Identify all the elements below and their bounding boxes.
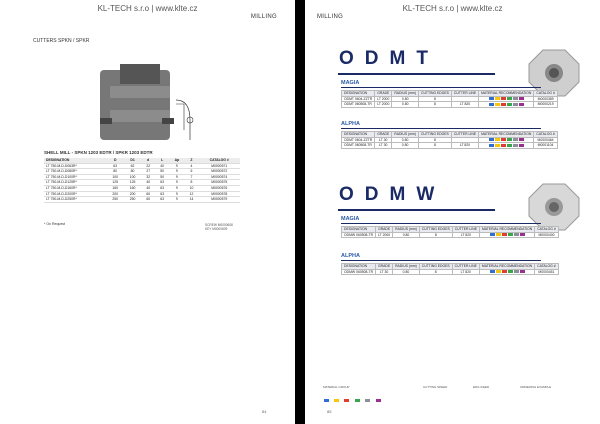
table-cell: 7 bbox=[184, 174, 198, 180]
table-cell bbox=[479, 102, 534, 108]
table-cell: LT 820 bbox=[451, 102, 478, 108]
odmw-title: ODMW bbox=[339, 184, 446, 205]
column-header: CUTTER LINE bbox=[451, 132, 478, 138]
table-cell: 50 bbox=[155, 174, 169, 180]
column-header: CATALOG # bbox=[535, 227, 559, 233]
column-header: CUTTING EDGES bbox=[419, 264, 452, 270]
column-header: d bbox=[141, 158, 155, 163]
table-cell: M0000575 bbox=[198, 180, 240, 186]
odmw-bar bbox=[338, 209, 495, 211]
table-cell: LT 750-M-D-D080R* bbox=[44, 169, 106, 175]
material-swatch bbox=[520, 233, 525, 236]
column-header: RADIUS (mm) bbox=[392, 91, 419, 97]
table-title: SHELL MILL - SPKN 1203 EDTR / SPKR 1203 EDTR bbox=[44, 150, 153, 155]
table-cell: M0000572 bbox=[198, 169, 240, 175]
table-cell: 9 bbox=[169, 191, 184, 197]
table-cell: 0.80 bbox=[392, 102, 419, 108]
table-cell: M0000574 bbox=[198, 174, 240, 180]
swatch-purple bbox=[376, 399, 381, 402]
odmt-magia-table bbox=[341, 90, 558, 108]
material-swatch bbox=[507, 103, 512, 106]
table-cell: 22 bbox=[141, 163, 155, 169]
table-cell bbox=[479, 269, 534, 275]
material-swatch bbox=[507, 144, 512, 147]
section-label: MILLING bbox=[317, 14, 344, 20]
left-page bbox=[0, 0, 295, 424]
material-swatch bbox=[508, 233, 513, 236]
table-cell: M0001104 bbox=[534, 143, 558, 149]
table-cell: 9 bbox=[169, 174, 184, 180]
table-cell: 160 bbox=[106, 185, 123, 191]
column-header: CUTTING EDGES bbox=[419, 227, 452, 233]
cutter-table bbox=[44, 158, 240, 203]
material-swatch bbox=[489, 138, 494, 141]
table-row bbox=[342, 269, 559, 275]
table-cell: 100 bbox=[106, 174, 123, 180]
column-header: CUTTER LINE bbox=[452, 227, 479, 233]
table-cell: 27 bbox=[141, 169, 155, 175]
material-swatch bbox=[519, 138, 524, 141]
table-cell: M0000579 bbox=[198, 197, 240, 203]
table-cell: LT 2000 bbox=[375, 96, 392, 102]
page-number: 85 bbox=[327, 409, 332, 414]
table-cell: 160 bbox=[124, 185, 141, 191]
odmw-insert-icon bbox=[527, 182, 581, 232]
column-header: DESIGNATION bbox=[342, 227, 376, 233]
column-header: CUTTER LINE bbox=[451, 91, 478, 97]
column-header: RADIUS (mm) bbox=[393, 264, 420, 270]
table-cell: LT 30 bbox=[375, 143, 392, 149]
table-cell: 125 bbox=[106, 180, 123, 186]
swatch-blue bbox=[324, 399, 329, 402]
table-cell: 12 bbox=[184, 191, 198, 197]
material-swatch bbox=[519, 103, 524, 106]
grade-line bbox=[341, 223, 541, 224]
table-cell: LT 750-M-D-D100R* bbox=[44, 174, 106, 180]
table-cell: M0000576 bbox=[198, 185, 240, 191]
table-cell: ODMW 060508-TR bbox=[342, 269, 376, 275]
material-swatch bbox=[502, 270, 507, 273]
column-header: GRADE bbox=[375, 91, 392, 97]
column-header: MATERIAL RECOMMENDATION bbox=[479, 132, 534, 138]
table-cell: 60 bbox=[141, 191, 155, 197]
grade-line bbox=[341, 128, 541, 129]
table-cell: 9 bbox=[169, 180, 184, 186]
material-swatch bbox=[489, 103, 494, 106]
footnote: * On Request bbox=[44, 222, 66, 226]
table-cell: 0.80 bbox=[392, 143, 419, 149]
table-cell: LT 820 bbox=[452, 269, 479, 275]
table-cell bbox=[479, 232, 534, 238]
table-cell: 6 bbox=[184, 169, 198, 175]
table-cell: 8 bbox=[418, 143, 451, 149]
table-cell: 50 bbox=[155, 169, 169, 175]
swatch-green bbox=[355, 399, 360, 402]
swatch-gray bbox=[365, 399, 370, 402]
legend-material-group: MATERIAL GROUP bbox=[323, 385, 350, 389]
table-cell: 32 bbox=[141, 174, 155, 180]
table-cell: 8 bbox=[419, 96, 452, 102]
table-cell: 10 bbox=[184, 185, 198, 191]
table-cell: 40 bbox=[155, 163, 169, 169]
table-cell: LT 820 bbox=[452, 232, 479, 238]
odmt-title: ODMT bbox=[339, 48, 439, 69]
column-header: CATALOG # bbox=[534, 91, 558, 97]
table-row bbox=[342, 102, 558, 108]
grade-label-alpha: ALPHA bbox=[341, 253, 360, 259]
column-header: GRADE bbox=[375, 132, 392, 138]
material-swatch bbox=[495, 144, 500, 147]
table-cell: M0000389 bbox=[534, 96, 558, 102]
material-swatch bbox=[507, 138, 512, 141]
table-cell: 125 bbox=[124, 180, 141, 186]
table-cell: 40 bbox=[141, 180, 155, 186]
material-swatch bbox=[495, 97, 500, 100]
table-cell: LT 750-M-D-D250R* bbox=[44, 197, 106, 203]
spare-label-key: KEY M0000609 bbox=[205, 227, 228, 231]
table-cell: ODMT 0604-ZZTR bbox=[342, 137, 375, 143]
table-cell: LT 30 bbox=[375, 137, 392, 143]
grade-label-alpha: ALPHA bbox=[341, 121, 360, 127]
table-cell: 100 bbox=[124, 174, 141, 180]
table-cell: 8 bbox=[419, 269, 452, 275]
page-number: 84 bbox=[262, 409, 267, 414]
material-swatch bbox=[501, 144, 506, 147]
column-header: D bbox=[106, 158, 123, 163]
column-header: MATERIAL RECOMMENDATION bbox=[479, 227, 534, 233]
table-cell: 250 bbox=[106, 197, 123, 203]
table-cell: M0000451 bbox=[535, 269, 559, 275]
column-header: DESIGNATION bbox=[44, 158, 106, 163]
column-header: Ap bbox=[169, 158, 184, 163]
material-swatch bbox=[495, 138, 500, 141]
column-header: D1 bbox=[124, 158, 141, 163]
table-cell: LT 750-M-D-D200R* bbox=[44, 191, 106, 197]
swatch-red bbox=[344, 399, 349, 402]
material-swatch bbox=[507, 97, 512, 100]
column-header: GRADE bbox=[376, 227, 393, 233]
table-cell: 60 bbox=[141, 197, 155, 203]
material-swatch bbox=[489, 144, 494, 147]
legend-cutting-speed: CUTTING SPEED bbox=[423, 385, 448, 389]
grade-label-magia: MAGIA bbox=[341, 216, 360, 222]
table-cell: M0000464 bbox=[534, 137, 558, 143]
material-swatch bbox=[501, 103, 506, 106]
material-swatch bbox=[508, 270, 513, 273]
table-cell: 80 bbox=[124, 169, 141, 175]
section-label: MILLING bbox=[250, 14, 277, 20]
table-cell: 0.80 bbox=[392, 137, 419, 143]
table-cell: 4 bbox=[184, 163, 198, 169]
page-header: KL-TECH s.r.o | www.klte.cz bbox=[402, 4, 503, 13]
table-cell: 63 bbox=[106, 163, 123, 169]
table-cell: LT 820 bbox=[451, 143, 478, 149]
table-cell: LT 2000 bbox=[376, 232, 393, 238]
table-cell: 0.80 bbox=[392, 96, 419, 102]
column-header: CUTTING EDGES bbox=[418, 132, 451, 138]
material-swatch bbox=[513, 138, 518, 141]
table-row bbox=[342, 143, 558, 149]
table-cell: ODMT 0604-ZZTR bbox=[342, 96, 375, 102]
column-header: MATERIAL RECOMMENDATION bbox=[479, 264, 534, 270]
table-cell: LT 750-M-D-D125R* bbox=[44, 180, 106, 186]
odmt-bar bbox=[338, 73, 495, 75]
grade-label-magia: MAGIA bbox=[341, 80, 360, 86]
table-cell: 0.80 bbox=[393, 232, 420, 238]
column-header: GRADE bbox=[376, 264, 393, 270]
table-cell: 63 bbox=[155, 191, 169, 197]
table-cell: 62 bbox=[124, 163, 141, 169]
material-swatch bbox=[495, 103, 500, 106]
table-cell: M0000571 bbox=[198, 163, 240, 169]
page-title: CUTTERS SPKN / SPKR bbox=[33, 38, 90, 44]
odmw-alpha-table bbox=[341, 263, 559, 275]
grade-line bbox=[341, 260, 541, 261]
material-swatch bbox=[513, 103, 518, 106]
table-row bbox=[342, 232, 559, 238]
table-cell: 9 bbox=[169, 185, 184, 191]
legend-ordering: ORDERING EXAMPLE bbox=[520, 385, 552, 389]
table-cell: 63 bbox=[155, 197, 169, 203]
grade-line bbox=[341, 87, 541, 88]
table-cell: LT 750-M-D-D063R* bbox=[44, 163, 106, 169]
table-cell: ODMT 060508-TR bbox=[342, 143, 375, 149]
material-swatch bbox=[490, 270, 495, 273]
column-header: Z bbox=[184, 158, 198, 163]
material-swatch bbox=[496, 233, 501, 236]
table-cell: 250 bbox=[124, 197, 141, 203]
column-header: DESIGNATION bbox=[342, 91, 375, 97]
table-cell: 9 bbox=[169, 163, 184, 169]
column-header: DESIGNATION bbox=[342, 132, 375, 138]
column-header: MATERIAL RECOMMENDATION bbox=[479, 91, 534, 97]
table-cell: 200 bbox=[124, 191, 141, 197]
spare-parts bbox=[205, 223, 233, 231]
table-cell bbox=[479, 143, 534, 149]
column-header: CUTTING EDGES bbox=[419, 91, 452, 97]
column-header: RADIUS (mm) bbox=[392, 132, 419, 138]
table-cell: M0000219 bbox=[534, 102, 558, 108]
table-cell: 8 bbox=[418, 137, 451, 143]
material-swatch bbox=[513, 97, 518, 100]
legend-swatches bbox=[323, 392, 381, 410]
table-cell: M0000578 bbox=[198, 191, 240, 197]
page-header: KL-TECH s.r.o | www.klte.cz bbox=[97, 4, 198, 13]
table-cell: 8 bbox=[184, 180, 198, 186]
material-swatch bbox=[519, 97, 524, 100]
material-swatch bbox=[513, 144, 518, 147]
material-swatch bbox=[519, 144, 524, 147]
material-swatch bbox=[502, 233, 507, 236]
table-cell: ODMW 060508-TR bbox=[342, 232, 376, 238]
swatch-yellow bbox=[334, 399, 339, 402]
material-swatch bbox=[490, 233, 495, 236]
material-swatch bbox=[496, 270, 501, 273]
table-cell: LT 2000 bbox=[375, 102, 392, 108]
table-cell: 0.80 bbox=[393, 269, 420, 275]
table-cell: 8 bbox=[419, 232, 452, 238]
cutter-image bbox=[90, 60, 210, 150]
table-cell: 63 bbox=[155, 180, 169, 186]
table-cell: ODMT 060508-TR bbox=[342, 102, 375, 108]
table-cell: 9 bbox=[169, 169, 184, 175]
table-cell: 63 bbox=[155, 185, 169, 191]
material-swatch bbox=[514, 270, 519, 273]
odmw-magia-table bbox=[341, 226, 559, 238]
column-header: CATALOG # bbox=[534, 132, 558, 138]
material-swatch bbox=[501, 97, 506, 100]
column-header: CUTTER LINE bbox=[452, 264, 479, 270]
table-cell: 40 bbox=[141, 185, 155, 191]
table-cell: 8 bbox=[419, 102, 452, 108]
material-swatch bbox=[520, 270, 525, 273]
column-header: RADIUS (mm) bbox=[393, 227, 420, 233]
table-cell: 9 bbox=[169, 197, 184, 203]
column-header: DESIGNATION bbox=[342, 264, 376, 270]
table-cell: 14 bbox=[184, 197, 198, 203]
material-swatch bbox=[501, 138, 506, 141]
column-header: CATALOG # bbox=[535, 264, 559, 270]
legend-feed: EDG./FEED bbox=[473, 385, 490, 389]
table-cell: LT 750-M-D-D160R* bbox=[44, 185, 106, 191]
odmt-alpha-table bbox=[341, 131, 558, 149]
column-header: L bbox=[155, 158, 169, 163]
table-row bbox=[44, 197, 240, 203]
column-header: CATALOG # bbox=[198, 158, 240, 163]
right-page bbox=[305, 0, 600, 424]
material-swatch bbox=[514, 233, 519, 236]
table-cell: M0000400 bbox=[535, 232, 559, 238]
spare-label-screw: SCREW M0000608 bbox=[205, 223, 233, 227]
table-cell: 80 bbox=[106, 169, 123, 175]
material-swatch bbox=[489, 97, 494, 100]
table-cell: LT 30 bbox=[376, 269, 393, 275]
table-cell: 200 bbox=[106, 191, 123, 197]
